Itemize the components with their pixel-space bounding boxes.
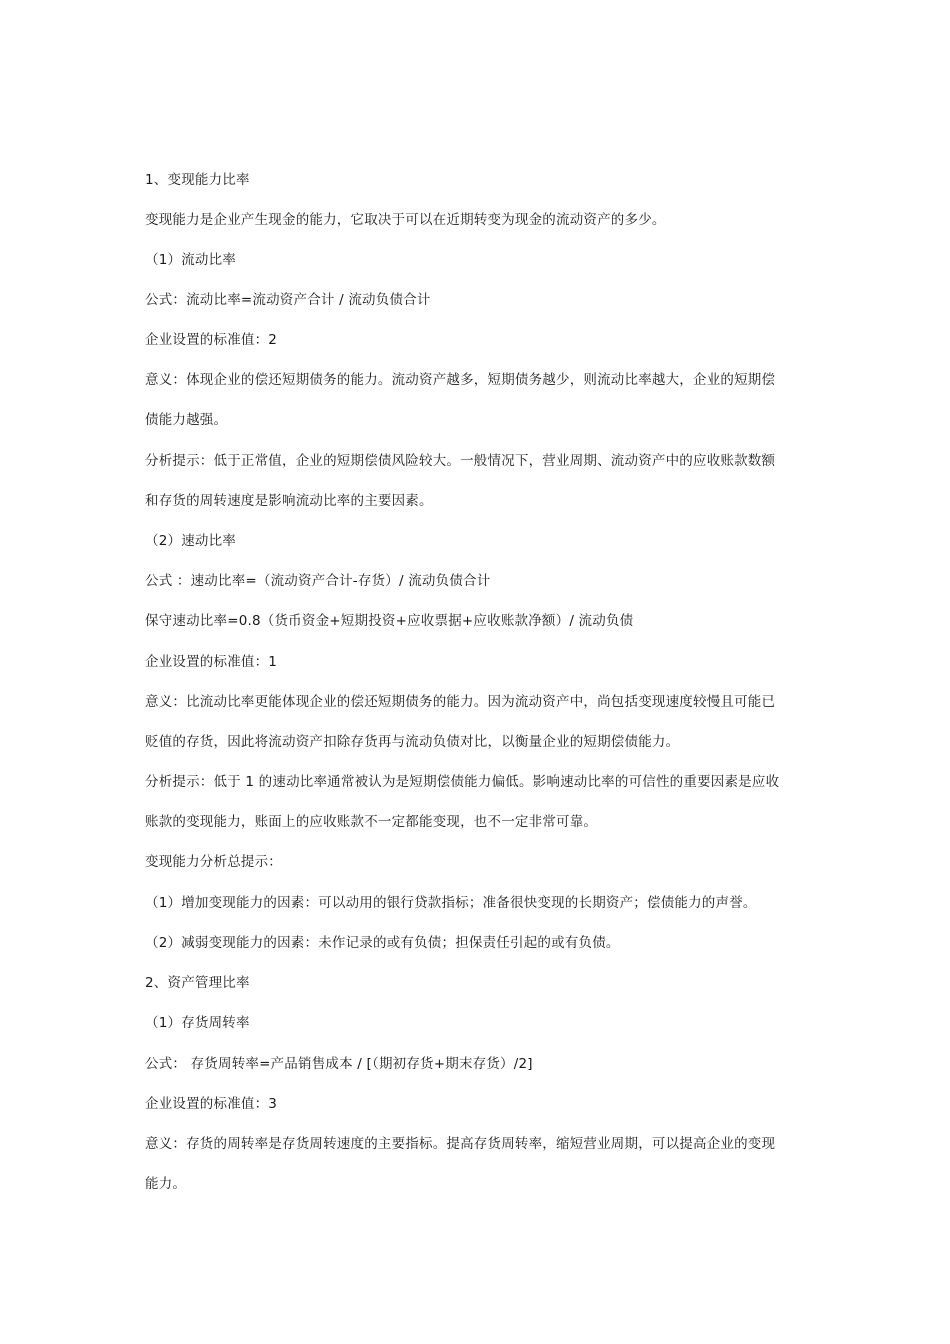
liquidity-summary-heading: 变现能力分析总提示： — [145, 854, 282, 870]
standard-value-inventory-turnover: 企业设置的标准值：3 — [145, 1096, 278, 1112]
meaning-inventory-turnover-line-2: 能力。 — [145, 1176, 187, 1192]
subheading-quick-ratio: （2）速动比率 — [145, 533, 236, 549]
analysis-current-ratio-line-2: 和存货的周转速度是影响流动比率的主要因素。 — [145, 493, 433, 509]
formula-inventory-turnover: 公式： 存货周转率=产品销售成本 / [（期初存货+期末存货）/2] — [145, 1056, 533, 1072]
analysis-quick-ratio-line-1: 分析提示：低于 1 的速动比率通常被认为是短期偿债能力偏低。影响速动比率的可信性的重要因素是应收 — [145, 774, 780, 790]
section-heading-asset-management: 2、资产管理比率 — [145, 975, 250, 991]
analysis-quick-ratio-line-2: 账款的变现能力，账面上的应收账款不一定都能变现，也不一定非常可靠。 — [145, 814, 598, 830]
formula-conservative-quick-ratio: 保守速动比率=0.8（货币资金+短期投资+应收票据+应收账款净额）/ 流动负债 — [145, 613, 634, 629]
meaning-current-ratio-line-2: 债能力越强。 — [145, 412, 228, 428]
standard-value-current-ratio: 企业设置的标准值：2 — [145, 332, 278, 348]
subheading-current-ratio: （1）流动比率 — [145, 252, 236, 268]
standard-value-quick-ratio: 企业设置的标准值：1 — [145, 654, 278, 670]
liquidity-decrease-factors: （2）减弱变现能力的因素：未作记录的或有负债；担保责任引起的或有负债。 — [145, 935, 620, 951]
formula-current-ratio: 公式：流动比率=流动资产合计 / 流动负债合计 — [145, 292, 431, 308]
paragraph-liquidity-definition: 变现能力是企业产生现金的能力，它取决于可以在近期转变为现金的流动资产的多少。 — [145, 212, 666, 228]
meaning-quick-ratio-line-1: 意义：比流动比率更能体现企业的偿还短期债务的能力。因为流动资产中，尚包括变现速度较慢且可能已 — [145, 694, 776, 710]
meaning-inventory-turnover-line-1: 意义：存货的周转率是存货周转速度的主要指标。提高存货周转率，缩短营业周期，可以提高企业的变现 — [145, 1136, 776, 1152]
meaning-quick-ratio-line-2: 贬值的存货，因此将流动资产扣除存货再与流动负债对比，以衡量企业的短期偿债能力。 — [145, 734, 680, 750]
analysis-current-ratio-line-1: 分析提示：低于正常值，企业的短期偿债风险较大。一般情况下，营业周期、流动资产中的应收账款数额 — [145, 453, 776, 469]
subheading-inventory-turnover: （1）存货周转率 — [145, 1015, 250, 1031]
liquidity-increase-factors: （1）增加变现能力的因素：可以动用的银行贷款指标；准备很快变现的长期资产；偿债能力的声誉。 — [145, 895, 757, 911]
section-heading-liquidity-ratios: 1、变现能力比率 — [145, 172, 250, 188]
meaning-current-ratio-line-1: 意义：体现企业的偿还短期债务的能力。流动资产越多，短期债务越少，则流动比率越大，企业的短期偿 — [145, 372, 776, 388]
formula-quick-ratio: 公式 ：速动比率=（流动资产合计-存货）/ 流动负债合计 — [145, 573, 491, 589]
